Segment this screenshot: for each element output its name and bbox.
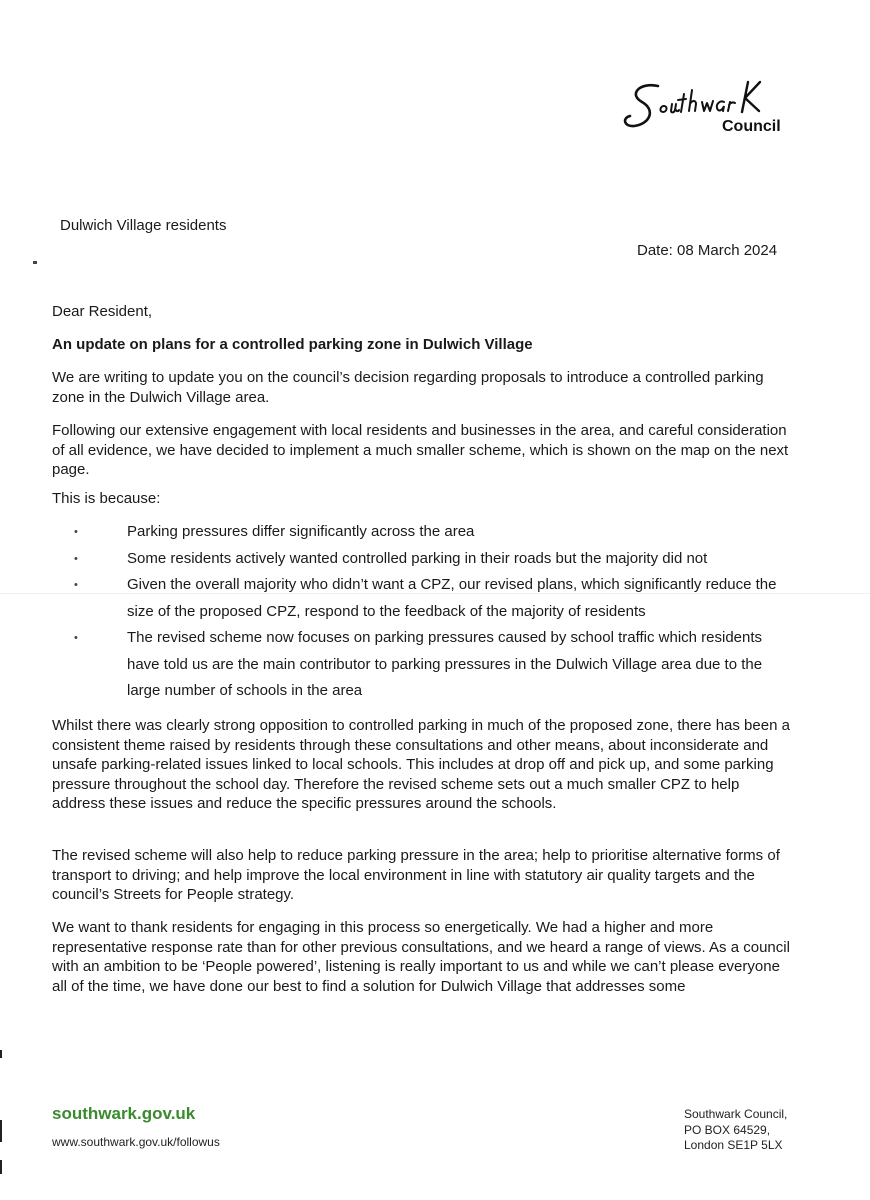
letter-heading: An update on plans for a controlled parking zone in Dulwich Village [52,336,533,353]
bullet: • [74,552,78,565]
paragraph: Whilst there was clearly strong opposition to controlled parking in much of the proposed zone, there has been a consistent theme raised by residents through these consultations and other means, about inconsiderate and unsafe parking-related issues linked to local schools. This includes at drop off and pick up, and some parking pressure throughout the school day. Therefore the revised scheme sets out a much smaller CPZ to help address these issues and reduce the specific pressures around the schools. [52,717,790,812]
footer-address [684,1107,787,1154]
southwark-council-logo [620,72,790,142]
list-item-text: Some residents actively wanted controlled parking in their roads but the majority did not [127,549,708,567]
list-item [52,572,792,625]
address-line: London SE1P 5LX [684,1138,783,1152]
addressee: Dulwich Village residents [60,217,227,234]
bullet: • [74,526,78,538]
address-line: Southwark Council, [684,1107,788,1121]
letter-date: Date: 08 March 2024 [637,242,778,259]
scan-mark [33,261,37,264]
salutation: Dear Resident, [52,303,153,320]
bullet: • [74,579,78,591]
list-item-text: The revised scheme now focuses on parking pressures caused by school traffic which residents have told us are the main contributor to parking pressures in the Dulwich Village area due to the large number of schools in the area [127,629,763,699]
edge-mark [0,1160,2,1174]
footer-website: southwark.gov.uk [52,1104,196,1123]
paragraph: The revised scheme will also help to reduce parking pressure in the area; help to prioritise alternative forms of transport to driving; and help improve the local environment in line with statutory air quality targets and the council’s Streets for People strategy. [52,847,780,903]
list-item-text: Parking pressures differ significantly across the area [127,523,475,540]
paragraph: We want to thank residents for engaging in this process so energetically. We had a higher and more representative response rate than for other previous consultations, and we heard a range of views. As a council with an ambition to be ‘People powered’, listening is really important to us and while we can’t please everyone all of the time, we have done our best to find a solution for Dulwich Village that addresses some [52,919,790,995]
paragraph: Following our extensive engagement with local residents and businesses in the area, and careful consideration of all evidence, we have decided to implement a much smaller scheme, which is shown on the map on the next page. [52,422,789,478]
edge-mark [0,1050,2,1058]
bullet: • [74,632,78,644]
list-item [52,625,792,705]
address-line: PO BOX 64529, [684,1122,771,1137]
paragraph: We are writing to update you on the council’s decision regarding proposals to introduce a controlled parking zone in the Dulwich Village area. [52,369,764,406]
footer-follow-url: www.southwark.gov.uk/followus [52,1135,220,1149]
list-item [52,546,792,573]
list-item-text: Given the overall majority who didn’t want a CPZ, our revised plans, which significantly reduce the size of the proposed CPZ, respond to the feedback of the majority of residents [127,576,777,620]
reasons-list [52,519,792,705]
edge-mark [0,1120,2,1142]
list-item [52,519,792,546]
paragraph: This is because: [52,490,161,507]
council-label: Council [722,118,781,135]
